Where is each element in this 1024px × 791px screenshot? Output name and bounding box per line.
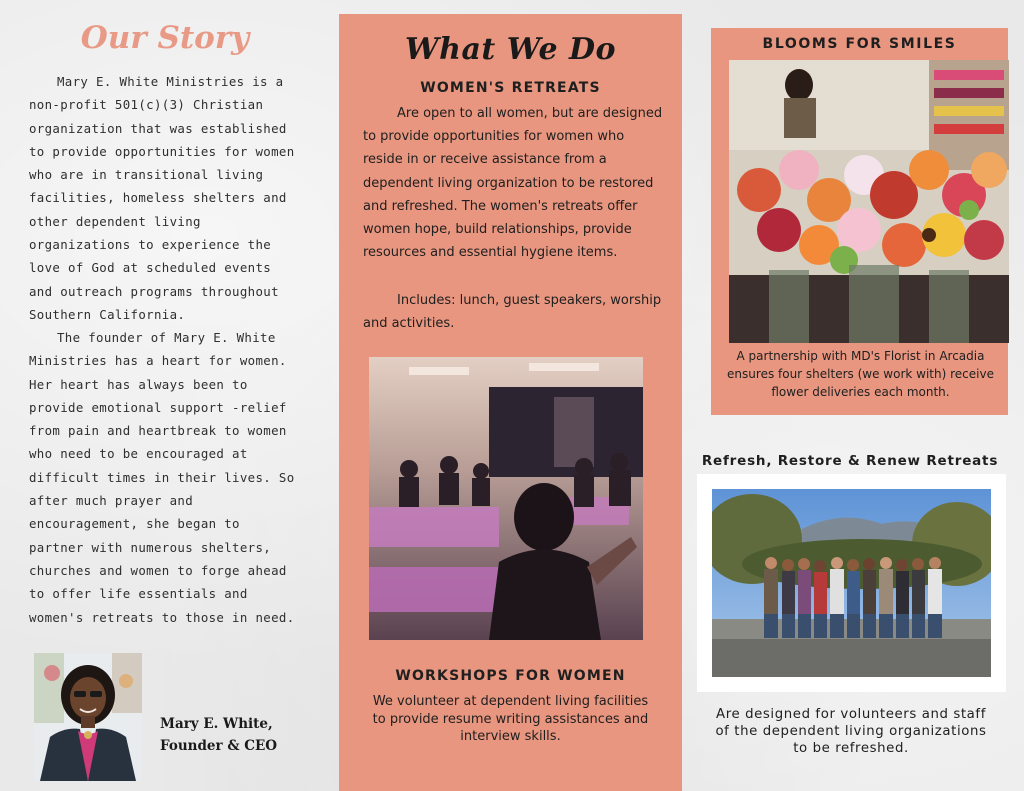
- story-paragraph-1: [29, 70, 301, 326]
- what-we-do-panel: [339, 14, 682, 791]
- womens-retreats-description-text: Are open to all women, but are designed to provide opportunities for women who reside in or receive assistance from a dependent living organization to be restored and refreshed. The women's retreats offer women hope, build relationships, provide resources and essential hygiene items.: [363, 106, 663, 261]
- founder-photo: [34, 653, 142, 781]
- refresh-retreats-caption: Are designed for volunteers and staff of the dependent living organizations to be refreshed.: [715, 707, 987, 756]
- founder-name: [160, 713, 300, 757]
- blooms-for-smiles-caption: A partnership with MD's Florist in Arcadia ensures four shelters (we work with) receive flower deliveries each month.: [727, 349, 994, 399]
- womens-retreats-description: [363, 102, 663, 264]
- story-paragraph-1-text: Mary E. White Ministries is a non-profit 501(c)(3) Christian organization that was established to provide opportunities for women who are in transitional living facilities, homeless shelters and other dependent living organizations to experience the love of God at scheduled events and outreach programs throughout Southern California.: [29, 74, 295, 322]
- blooms-for-smiles-heading: BLOOMS FOR SMILES: [762, 36, 957, 52]
- flower-arrangement-photo: [729, 60, 1009, 343]
- workshops-description: We volunteer at dependent living facilities to provide resume writing assistances and interview skills.: [372, 694, 649, 744]
- founder-title-line: Founder & CEO: [160, 738, 278, 754]
- story-paragraph-2-text: The founder of Mary E. White Ministries has a heart for women. Her heart has always been to provide emotional support -relief from pain and heartbreak to women who need to be encouraged at difficult times in their lives. So after much prayer and encouragement, she began to partner with numerous shelters, churches and women to forge ahead to offer life essentials and women's retreats to those in need.: [29, 330, 295, 625]
- retreat-event-photo: [369, 357, 643, 640]
- workshops-heading: WORKSHOPS FOR WOMEN: [395, 668, 626, 684]
- womens-retreats-includes-text: Includes: lunch, guest speakers, worship and activities.: [363, 293, 662, 332]
- refresh-retreats-group-photo: [712, 489, 991, 677]
- refresh-retreats-heading: Refresh, Restore & Renew Retreats: [701, 453, 999, 469]
- our-story-panel: [0, 0, 320, 791]
- founder-name-line: Mary E. White,: [160, 716, 273, 732]
- story-paragraph-2: [29, 326, 301, 629]
- our-story-title: Our Story: [80, 20, 250, 56]
- womens-retreats-includes: [363, 289, 663, 335]
- what-we-do-title: What We Do: [404, 32, 617, 67]
- womens-retreats-heading: WOMEN'S RETREATS: [420, 80, 601, 96]
- blooms-for-smiles-panel: [711, 28, 1008, 415]
- refresh-retreats-photo-frame: [697, 474, 1006, 692]
